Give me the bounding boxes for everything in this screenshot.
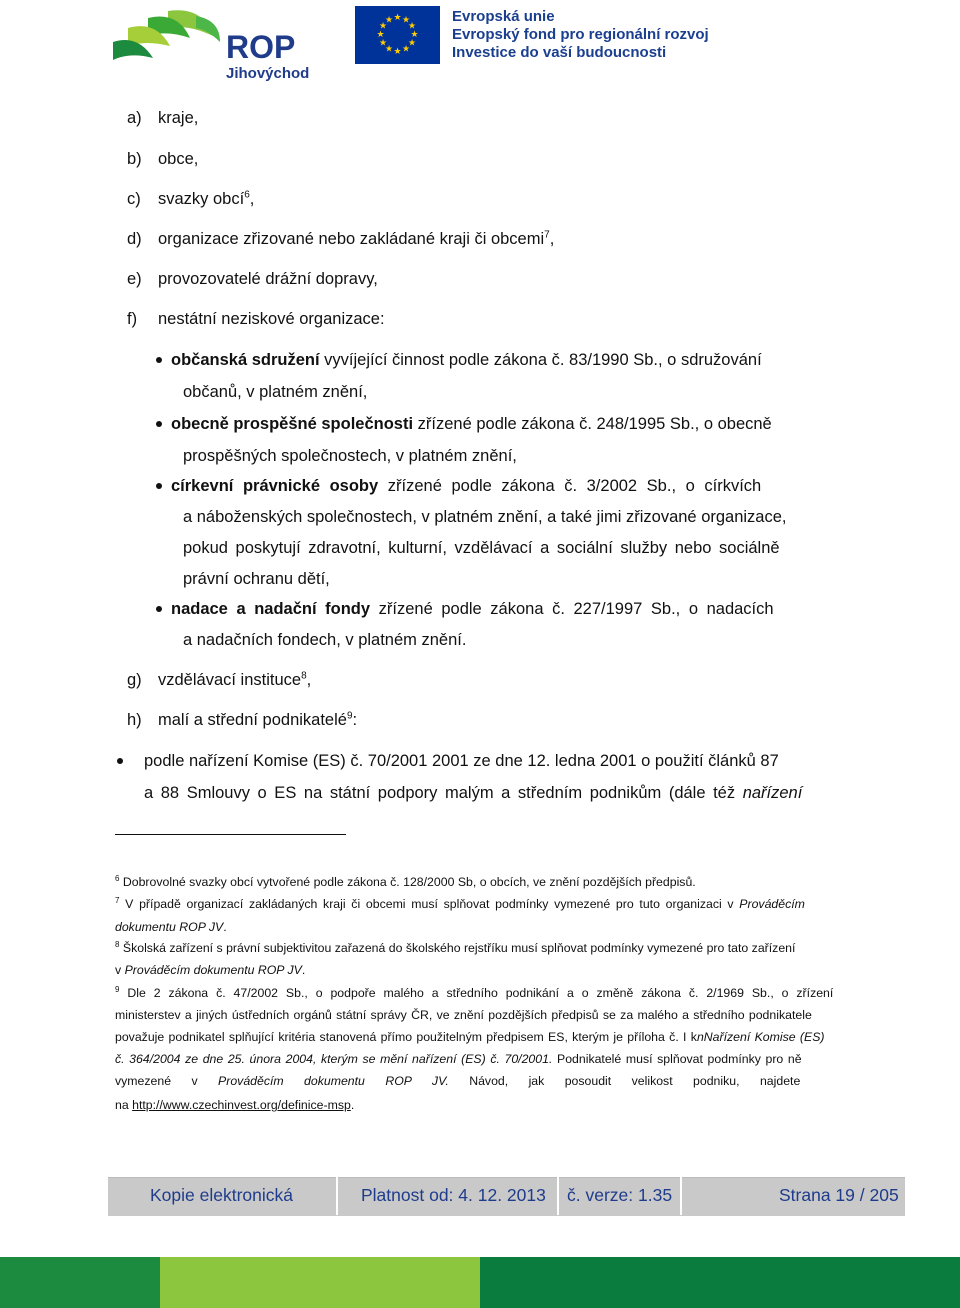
svg-text:★: ★ xyxy=(376,30,385,40)
bullet-item-cirkevni-cont-3: právní ochranu dětí, xyxy=(183,570,330,588)
footnote-9-cont-5: na http://www.czechinvest.org/definice-msp. xyxy=(115,1098,355,1112)
footnote-7: $^7$ V případě organizací zakládaných kraji či obcemi musí splňovat podmínky vymezené pro tuto organizaci v Prováděcím xyxy=(115,895,805,911)
eu-flag-icon xyxy=(355,6,440,64)
bullet-item-sdruzeni: občanská sdružení vyvíjející činnost podle zákona č. 83/1990 Sb., o sdružování xyxy=(171,351,762,369)
bullet-item-narizeni: podle nařízení Komise (ES) č. 70/2001 2001 ze dne 12. ledna 2001 o použití článků 87 xyxy=(144,752,779,770)
svg-text:★: ★ xyxy=(401,44,411,55)
bullet-item-sdruzeni-cont: občanů, v platném znění, xyxy=(183,383,368,401)
footer-page-number: Strana 19 / 205 xyxy=(779,1185,899,1205)
bullet-item-cirkevni: církevní právnické osoby zřízené podle zákona č. 3/2002 Sb., o církvích xyxy=(171,477,762,495)
footnote-7-cont: dokumentu ROP JV. xyxy=(115,920,227,934)
footnote-ref-9: 9 xyxy=(346,710,353,722)
bullet-item-ops: obecně prospěšné společnosti zřízené podle zákona č. 248/1995 Sb., o obecně xyxy=(171,415,772,433)
svg-text:★: ★ xyxy=(407,21,417,32)
bullet-icon xyxy=(117,758,123,764)
footnote-ref-7: 7 xyxy=(544,229,550,241)
svg-text:★: ★ xyxy=(393,47,402,57)
bullet-icon xyxy=(156,483,162,489)
footnote-8-cont: v Prováděcím dokumentu ROP JV. xyxy=(115,963,306,977)
footnote-9: $^9$ Dle 2 zákona č. 47/2002 Sb., o podpoře malého a středního podnikání a o změně zákona č. 2/1969 Sb., o zřízení xyxy=(115,984,834,1000)
svg-text:★: ★ xyxy=(378,21,388,32)
footnote-separator xyxy=(115,834,346,835)
footnote-8: $^8$ Školská zařízení s právní subjektivitou zařazená do školského rejstříku musí splňovat podmínky vymezené pro tato zařízení xyxy=(115,939,796,955)
footer-divider xyxy=(557,1177,559,1215)
rop-title: ROP xyxy=(226,29,296,65)
bullet-item-nadace: nadace a nadační fondy zřízené podle zákona č. 227/1997 Sb., o nadacích xyxy=(171,600,774,618)
bullet-item-ops-cont: prospěšných společnostech, v platném znění, xyxy=(183,447,517,465)
footnote-9-cont-1: ministerstev a jiných ústředních orgánů státní správy ČR, ve znění pozdějších předpisů se za malého a středního podnikatele xyxy=(115,1008,812,1022)
footer-validity: Platnost od: 4. 12. 2013 xyxy=(361,1185,546,1205)
bullet-item-cirkevni-cont-2: pokud poskytují zdravotní, kulturní, vzdělávací a sociální služby nebo sociálně xyxy=(183,539,780,557)
czechinvest-link[interactable]: http://www.czechinvest.org/definice-msp xyxy=(132,1098,351,1112)
eu-funding-text xyxy=(452,8,709,62)
bullet-icon xyxy=(156,606,162,612)
bullet-icon xyxy=(156,421,162,427)
footnote-9-cont-2: považuje podnikatel splňující kritéria stanovená přímo použitelným předpisem ES, kterým je příloha č. I knNařízení Komise (ES) xyxy=(115,1030,825,1044)
rop-swirl-icon xyxy=(113,10,220,60)
svg-text:★: ★ xyxy=(384,44,394,55)
svg-text:★: ★ xyxy=(410,30,419,40)
footnote-9-cont-3: č. 364/2004 ze dne 25. února 2004, kterým se mění nařízení (ES) č. 70/2001. Podnikatelé musí splňovat podmínky pro ně xyxy=(115,1052,802,1066)
footer-copy-label: Kopie elektronická xyxy=(150,1185,293,1205)
rop-jihovychod-logo xyxy=(108,6,313,84)
bullet-item-nadace-cont: a nadačních fondech, v platném znění. xyxy=(183,631,467,649)
svg-text:★: ★ xyxy=(401,15,411,26)
footer-divider xyxy=(336,1177,338,1215)
bullet-item-narizeni-cont: a 88 Smlouvy o ES na státní podpory malým a středním podnikům (dále též nařízení xyxy=(144,784,803,802)
rop-subtitle: Jihovýchod xyxy=(226,65,310,82)
footnote-6: $^6$ Dobrovolné svazky obcí vytvořené podle zákona č. 128/2000 Sb, o obcích, ve znění pozdějších předpisů. xyxy=(115,873,696,889)
eu-line-1: Evropská unie xyxy=(452,8,555,25)
bottom-color-stripe xyxy=(0,1257,960,1308)
footnote-9-cont-4: vymezené v Prováděcím dokumentu ROP JV. Návod, jak posoudit velikost podniku, najdete xyxy=(115,1074,801,1088)
footnote-ref-8: 8 xyxy=(301,670,307,682)
eu-line-2: Evropský fond pro regionální rozvoj xyxy=(452,26,709,43)
svg-text:★: ★ xyxy=(384,15,394,26)
eu-line-3: Investice do vaší budoucnosti xyxy=(452,44,667,61)
svg-text:★: ★ xyxy=(407,38,417,49)
svg-text:★: ★ xyxy=(378,38,388,49)
footer-divider xyxy=(680,1177,682,1215)
svg-text:★: ★ xyxy=(393,13,402,23)
bullet-item-cirkevni-cont-1: a náboženských společnostech, v platném znění, a také jimi zřizované organizace, xyxy=(183,508,787,526)
footnote-ref-6: 6 xyxy=(244,189,250,201)
bullet-icon xyxy=(156,357,162,363)
footer-version: č. verze: 1.35 xyxy=(567,1185,673,1205)
